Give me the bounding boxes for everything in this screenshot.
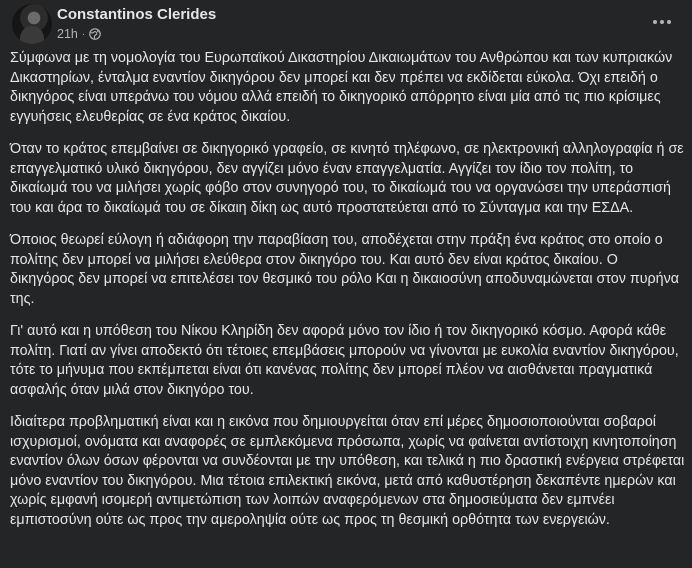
author-name[interactable]: Constantinos Clerides <box>57 6 217 23</box>
post-meta <box>57 27 101 41</box>
post-time[interactable]: 21h <box>57 27 78 41</box>
avatar[interactable] <box>12 4 52 44</box>
post-header <box>12 4 680 44</box>
post-paragraph: Ιδιαίτερα προβληματική είναι και η εικόνα που δημιουργείται όταν επί μέρες δημοσιοποιούνται σοβαροί ισχυρισμοί, ονόματα και αναφορές σε εμπλεκόμενα πρόσωπα, χωρίς να φαίνεται αντίστοιχη κινητοποίηση εναντίον όλων όσων φέρονται να συνδέονται με την υπόθεση, και τελικά η πιο δραστική ενέργεια στρέφεται μόνο εναντίον του δικηγόρου. Μια τέτοια επιλεκτική εικόνα, μετά από καθυστέρηση δεκαπέντε ημερών και χωρίς εμφανή ισομερή αντιμετώπιση των λοιπών αναφερόμενων στα δημοσιεύματα δεν εμπνέει εμπιστοσύνη ούτε ως προς την αμεροληψία ούτε ως προς τη θεσμική ορθότητα των ενεργειών. <box>10 414 685 528</box>
post-paragraph: Όποιος θεωρεί εύλογη ή αδιάφορη την παραβίαση του, αποδέχεται στην πράξη ένα κράτος στο οποίο ο πολίτης δεν μπορεί να μιλήσει ελεύθερα στον δικηγόρο του. Και αυτό δεν είναι κράτος δικαίου. Ο δικηγόρος δεν μπορεί να επιτελέσει τον θεσμικό του ρόλο Και η δικαιοσύνη αποδυναμώνεται στον πυρήνα της. <box>10 232 680 307</box>
globe-icon[interactable] <box>89 28 101 40</box>
post-body <box>10 49 686 543</box>
post-paragraph: Γι' αυτό και η υπόθεση του Νίκου Κληρίδη δεν αφορά μόνο τον ίδιο ή τον δικηγορικό κόσμο. Αφορά κάθε πολίτη. Γιατί αν γίνει αποδεκτό ότι τέτοιες επεμβάσεις μπορούν να γίνονται με ευκολία εναντίον δικηγόρου, τότε το μήνυμα που εκπέμπεται είναι ότι κανένας πολίτης δεν μπορεί πλέον να αισθάνεται πραγματικά ασφαλής όταν μιλά στον δικηγόρο του. <box>10 323 679 398</box>
post-paragraph: Σύμφωνα με τη νομολογία του Ευρωπαϊκού Δικαστηρίου Δικαιωμάτων του Ανθρώπου και των κυπριακών Δικαστηρίων, ένταλμα εναντίον δικηγόρου δεν μπορεί και δεν πρέπει να εκδίδεται εύκολα. Όχι επειδή ο δικηγόρος είναι υπεράνω του νόμου αλλά επειδή το δικηγορικό απόρρητο είναι μία από τις πιο κρίσιμες εγγυήσεις ελευθερίας σε ένα κράτος δικαίου. <box>10 50 673 125</box>
meta-separator: · <box>81 28 86 40</box>
more-options-icon[interactable] <box>644 10 680 34</box>
post-paragraph: Όταν το κράτος επεμβαίνει σε δικηγορικό γραφείο, σε κινητό τηλέφωνο, σε ηλεκτρονική αλληλογραφία ή σε επαγγελματικό υλικό δικηγόρου, δεν αγγίζει μόνο έναν επαγγελματία. Αγγίζει τον ίδιο τον πολίτη, το δικαίωμά του να μιλήσει χωρίς φόβο στον συνηγορό του, το δικαίωμά του να οργανώσει την υπεράσπισή του και άρα το δικαίωμά του σε δίκαιη δίκη ως αυτό προστατεύεται από το Σύνταγμα και την ΕΣΔΑ. <box>10 141 684 216</box>
